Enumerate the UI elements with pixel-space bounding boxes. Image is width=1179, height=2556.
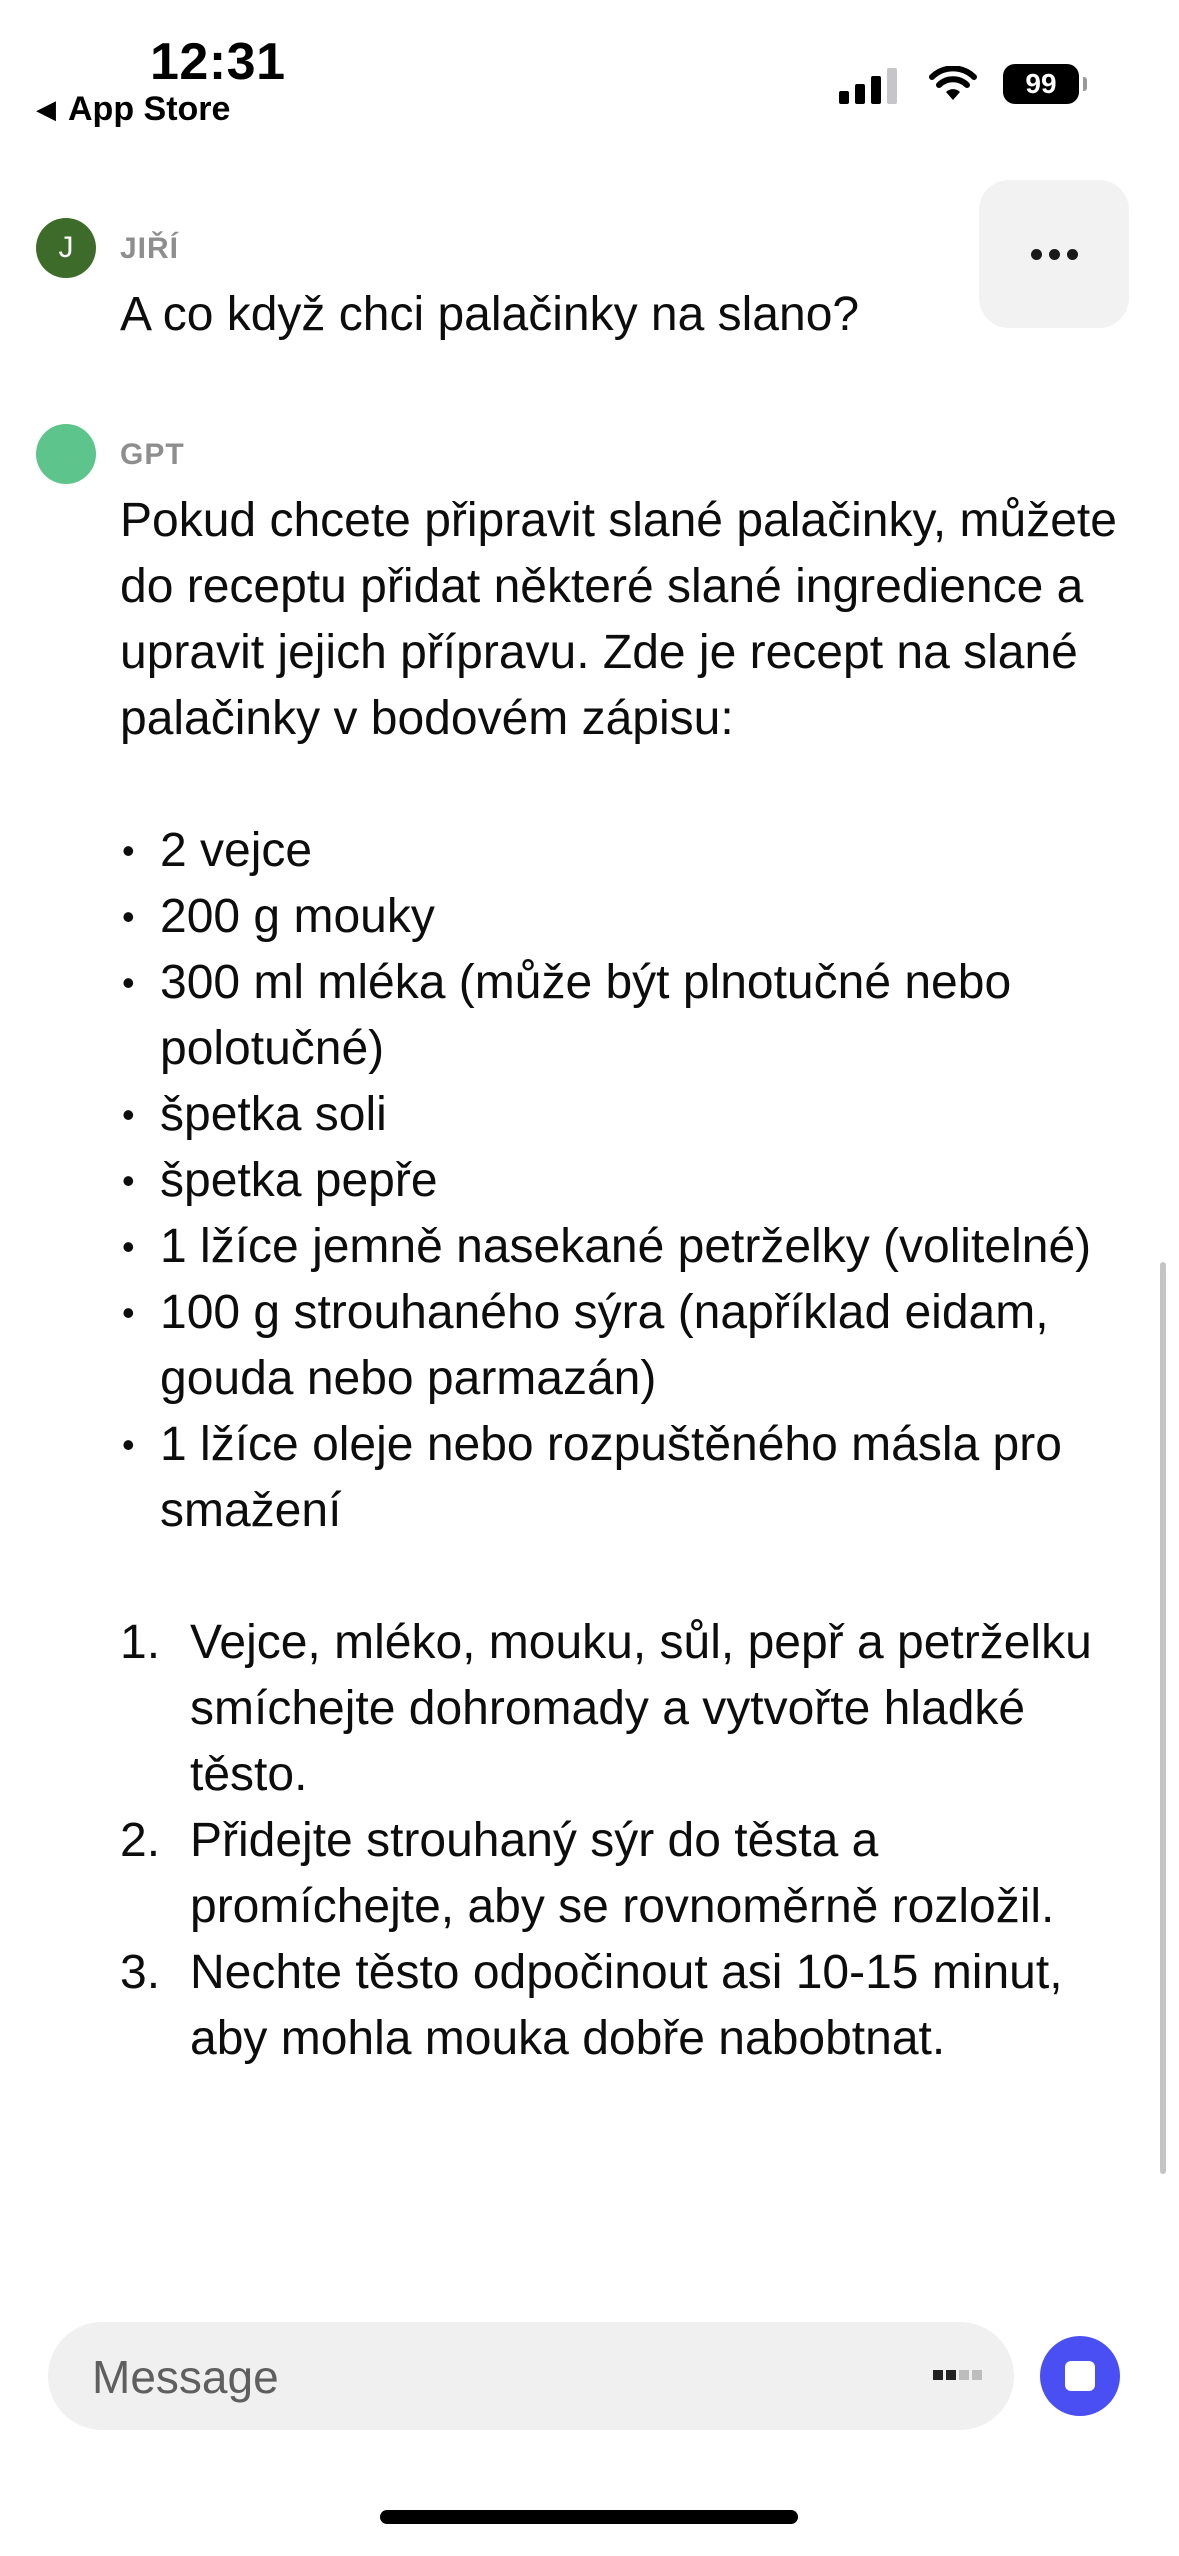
ingredient-item: • 200 g mouky xyxy=(120,884,1120,950)
more-options-button[interactable] xyxy=(979,180,1129,328)
step-text: Nechte těsto odpočinout asi 10-15 minut, aby mohla mouka dobře nabobtnat. xyxy=(190,1946,1063,2065)
stop-icon xyxy=(1065,2361,1095,2391)
ellipsis-icon xyxy=(1031,249,1042,260)
ingredient-item: • špetka pepře xyxy=(120,1148,1120,1214)
user-name: JIŘÍ xyxy=(120,232,180,265)
status-time: 12:31 xyxy=(150,33,286,91)
ingredient-item: • 100 g strouhaného sýra (například eidam, gouda nebo parmazán) xyxy=(120,1280,1120,1412)
step-item xyxy=(120,1610,1120,1808)
status-icons xyxy=(839,64,1079,104)
ingredient-item: • špetka soli xyxy=(120,1082,1120,1148)
step-text: Vejce, mléko, mouku, sůl, pepř a petrželku smíchejte dohromady a vytvořte hladké těsto. xyxy=(190,1616,1092,1801)
user-message-text: A co když chci palačinky na slano? xyxy=(120,288,860,341)
user-avatar xyxy=(36,218,96,278)
composer xyxy=(48,2322,1014,2430)
home-indicator[interactable] xyxy=(380,2510,798,2524)
battery-level: 99 xyxy=(1025,68,1057,99)
cellular-signal-icon xyxy=(839,64,903,104)
step-number: 3. xyxy=(120,1946,161,1999)
step-number: 2. xyxy=(120,1814,161,1867)
ingredient-item: • 2 vejce xyxy=(120,818,1120,884)
message-input[interactable] xyxy=(90,2322,814,2432)
back-arrow-icon: ◀ xyxy=(36,94,56,124)
back-link-label: App Store xyxy=(68,90,231,128)
ingredient-item: • 1 lžíce oleje nebo rozpuštěného másla pro smažení xyxy=(120,1412,1120,1544)
user-avatar-letter: J xyxy=(58,231,74,264)
step-item xyxy=(120,1808,1120,1940)
step-item xyxy=(120,1940,1120,2072)
step-text: Přidejte strouhaný sýr do těsta a promíchejte, aby se rovnoměrně rozložil. xyxy=(190,1814,1055,1933)
stop-generating-button[interactable] xyxy=(1040,2336,1120,2416)
ingredients-list xyxy=(120,818,1120,1544)
gpt-name: GPT xyxy=(120,438,185,471)
scrollbar[interactable] xyxy=(1160,1262,1166,2174)
wifi-icon xyxy=(929,66,977,102)
voice-waveform-icon[interactable] xyxy=(933,2370,982,2380)
steps-list xyxy=(120,1610,1120,2072)
battery-icon xyxy=(1003,64,1079,104)
gpt-reply-intro: Pokud chcete připravit slané palačinky, můžete do receptu přidat některé slané ingredience a upravit jejich přípravu. Zde je recept na slané palačinky v bodovém zápisu: xyxy=(120,494,1117,745)
ingredient-item: • 1 lžíce jemně nasekané petrželky (volitelné) xyxy=(120,1214,1120,1280)
step-number: 1. xyxy=(120,1616,161,1669)
gpt-avatar xyxy=(36,424,96,484)
gpt-reply xyxy=(120,488,1120,2300)
back-to-app-store-link[interactable] xyxy=(36,90,230,129)
ingredient-item: • 300 ml mléka (může být plnotučné nebo polotučné) xyxy=(120,950,1120,1082)
